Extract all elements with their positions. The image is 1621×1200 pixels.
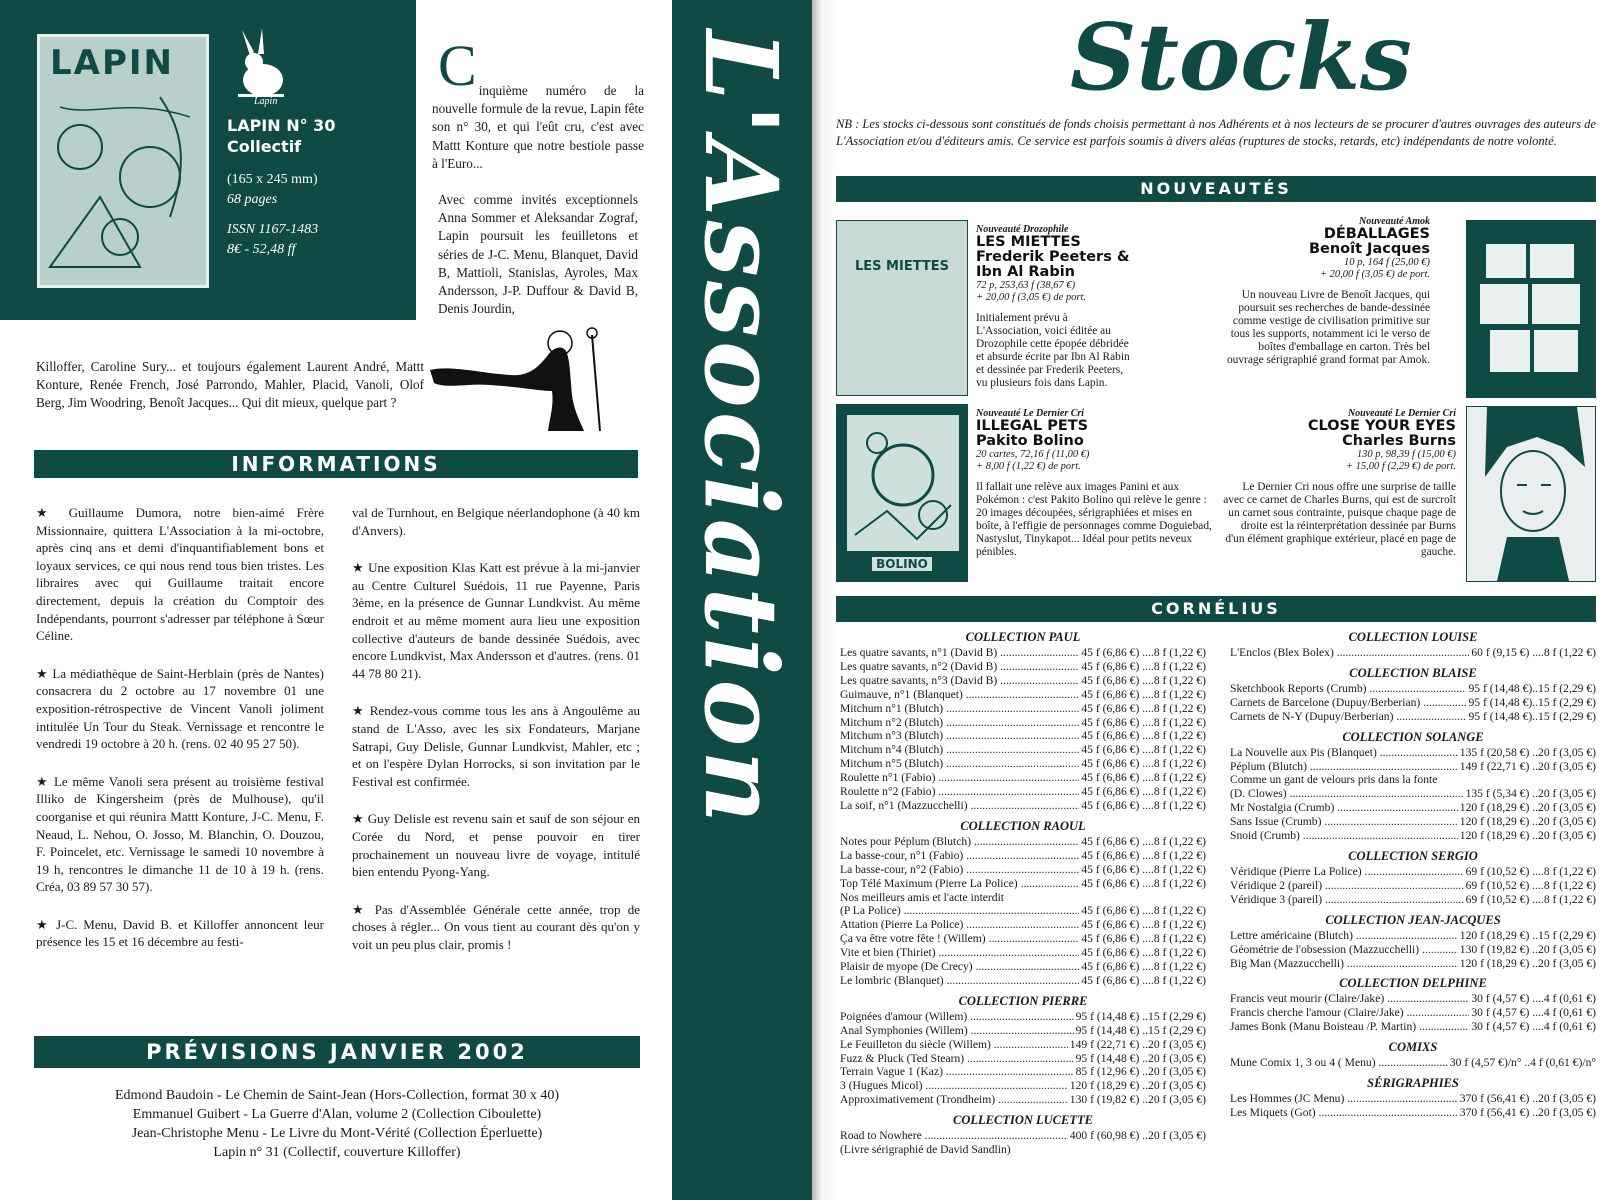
catalogue-row [840,716,1206,730]
catalogue-row [840,674,1206,688]
nouveaute-title: LES MIETTES [976,234,1081,250]
catalogue-row [1230,1056,1596,1070]
info-item: ★ Rendez-vous comme tous les ans à Angoulême au stand de L'Asso, avec les six Fondateurs, Marjane Satrapi, Guy Delisle, Gunnar Lundkvist, Mahler, etc ; et on l'espère Dylan Horrocks, si son invitation par le Festival est confirmée. [352,703,640,789]
nouveaute-description: Initialement prévu à L'Association, voici éditée au Drozophile cette épopée débridée et absurde écrite par Ibn Al Rabin et dessinée par Frederik Peeters, vu plusieurs fois dans Lapin. [976,312,1130,389]
catalogue-row [840,660,1206,674]
informations-left-column [36,504,324,961]
catalogue-title: Ça va être votre fête ! (Willem) ..... [840,932,1079,946]
catalogue-title: Mitchum n°5 (Blutch) ..... [840,757,1079,771]
nouveaute-description: Il fallait une relève aux images Panini et aux Pokémon : c'est Pakito Bolino qui relève le genre : 20 images découpées, sérigraphiées et mises en boîte, à l'effigie de personnages comme Doguiebad, Nastyslut, Tinykapot... Idéal pour petits neveux pénibles. [976,481,1212,558]
nouveaute-shipping: + 8,00 f (1,22 €) de port. [976,461,1081,472]
catalogue-row [1230,957,1596,971]
catalogue-row [1230,829,1596,843]
catalogue-title: Francis veut mourir (Claire/Jake) ..... [1230,992,1469,1006]
lapin-issn: ISSN 1167-1483 [227,222,319,237]
catalogue-row [840,835,1206,849]
catalogue-price: 95 f (14,48 €)..15 f (2,29 €) [1468,709,1596,723]
catalogue-price: 45 f (6,86 €) ....8 f (1,22 €) [1081,715,1206,729]
info-item: ★ J-C. Menu, David B. et Killoffer annoncent leur présence les 15 et 16 décembre au festi- [36,916,324,950]
catalogue-title: Poignées d'amour (Willem) ..... [840,1010,1074,1024]
catalogue-row [840,904,1206,918]
catalogue-price: 45 f (6,86 €) ....8 f (1,22 €) [1081,848,1206,862]
catalogue-title: Notes pour Péplum (Blutch) ..... [840,835,1079,849]
catalogue-price: 45 f (6,86 €) ....8 f (1,22 €) [1081,834,1206,848]
catalogue-row [840,646,1206,660]
catalogue-row [1230,929,1596,943]
informations-heading [34,450,638,478]
catalogue-price: 45 f (6,86 €) ....8 f (1,22 €) [1081,729,1206,743]
stocks-note: NB : Les stocks ci-dessous sont constitués de fonds choisis permettant à nos Adhérents et à nos lecteurs de se procurer d'autres ouvrages des auteurs de L'Association et/ou d'éditeurs amis. Ce service est parfois soumis à divers aléas (ruptures de stocks, retards, etc) indépendants de notre volonté. [836,117,1596,148]
collection-title: COLLECTION PIERRE [958,993,1088,1008]
catalogue-row [1230,893,1596,907]
left-page [0,0,672,1200]
catalogue-title: Nos meilleurs amis et l'acte interdit [840,890,1005,904]
nouveaute-title: DÉBALLAGES [1323,226,1430,242]
catalogue-title: Mitchum n°1 (Blutch) ..... [840,702,1079,716]
catalogue-price: 45 f (6,86 €) ....8 f (1,22 €) [1081,960,1206,974]
nouveaute-label: Nouveauté Amok [1358,216,1430,227]
catalogue-price: 45 f (6,86 €) ....8 f (1,22 €) [1081,973,1206,987]
nouveaute-deballages [1220,216,1430,367]
catalogue-title: James Bonk (Manu Boisteau /P. Martin) ..... [1230,1020,1469,1034]
catalogue-price: 45 f (6,86 €) ....8 f (1,22 €) [1081,876,1206,890]
cover-close-your-eyes [1466,406,1596,582]
catalogue-price: 95 f (14,48 €) ..20 f (3,05 €) [1075,1051,1206,1065]
intro-text [432,33,645,328]
nouveaute-price: 130 p, 98,39 f (15,00 €) [1356,449,1456,460]
nouveautes-grid [836,210,1596,588]
cover-les-miettes [836,220,968,396]
info-item: ★ La médiathèque de Saint-Herblain (près de Nantes) consacrera du 2 octobre au 17 novembre 01 une exposition-rétrospective de Vincent Vanoli joliment intitulée Un Tour du Steak. Vernissage et rencontre le vendredi 19 octobre à 20 h. (rens. 02 40 95 27 50). [36,665,324,752]
catalogue-price: 45 f (6,86 €) ....8 f (1,22 €) [1081,757,1206,771]
page-gutter [812,0,836,1200]
nouveaute-illegal-pets [976,408,1214,559]
info-item: ★ Guy Delisle est revenu sain et sauf de son séjour en Corée du Nord, et pense pouvoir en tirer prochainement un nouveau livre de voyage, intitulé bien entendu Pyong-Yang. [352,811,640,880]
catalogue-price: 45 f (6,86 €) ....8 f (1,22 €) [1081,646,1206,659]
catalogue-title: Roulette n°2 (Fabio) ..... [840,785,1079,799]
intro-paragraph-2: Avec comme invités exceptionnels Anna Sommer et Aleksandar Zograf, Lapin poursuit les feuilletons et séries de J-C. Menu, Blanquet, David B, Mattioli, Stanislas, Ayroles, Max Andersson, J-P. Duffour & David B, Denis Jourdin, [438,192,638,317]
catalogue-row [840,1010,1206,1024]
catalogue-price: 400 f (60,98 €) ..20 f (3,05 €) [1069,1129,1206,1143]
catalogue-title: Les Miquets (Got) ..... [1230,1106,1458,1120]
catalogue-title: 3 (Hugues Micol) ..... [840,1079,1068,1093]
collection-title: COMIXS [1388,1040,1438,1055]
catalogue-price: 370 f (56,41 €) ..20 f (3,05 €) [1459,1092,1596,1106]
catalogue-price: 85 f (12,96 €) ..20 f (3,05 €) [1075,1065,1206,1079]
prevision-line: Emmanuel Guibert - La Guerre d'Alan, volume 2 (Collection Ciboulette) [132,1107,542,1122]
lapin-price: 8€ - 52,48 ff [227,242,296,257]
collection-title: COLLECTION SOLANGE [1342,729,1484,744]
catalogue-price: 135 f (20,58 €) ..20 f (3,05 €) [1459,745,1596,759]
catalogue-price [1204,891,1206,905]
catalogue-row [840,849,1206,863]
intro-paragraph-3: Killoffer, Caroline Sury... et toujours également Laurent André, Mattt Konture, Renée French, José Parrondo, Mahler, Placid, Vanoli, Olof Berg, Jim Woodring, Benoît Jacques... Qui dit mieux, quelque part ? [36,359,424,411]
collection-title: COLLECTION RAOUL [960,818,1086,833]
cover-deballages [1466,220,1596,398]
catalogue-price: 45 f (6,86 €) ....8 f (1,22 €) [1081,785,1206,799]
catalogue-row [1230,696,1596,710]
nouveaute-label: Nouveauté Drozophile [976,224,1069,235]
catalogue-title: Roulette n°1 (Fabio) ..... [840,771,1079,785]
catalogue-price: 30 f (4,57 €) ....4 f (0,61 €) [1471,1006,1596,1020]
nouveaute-title: ILLEGAL PETS [976,418,1089,434]
close-your-eyes-illustration [1467,407,1595,581]
lapin-format: (165 x 245 mm) [227,172,318,187]
catalogue-row [840,799,1206,813]
catalogue-row [840,960,1206,974]
right-page [836,0,1621,1200]
catalogue-title: Big Man (Mazzucchelli) ..... [1230,957,1458,971]
nouveaute-author: Pakito Bolino [976,433,1084,449]
catalogue-row [840,702,1206,716]
catalogue-price: 95 f (14,48 €) ..15 f (2,29 €) [1075,1009,1206,1023]
catalogue-title: Le Feuilleton du siècle (Willem) ..... [840,1038,1068,1052]
catalogue-price: 30 f (4,57 €)/n° ..4 f (0,61 €)/n° [1449,1056,1596,1070]
catalogue-price: 60 f (9,15 €) ....8 f (1,22 €) [1471,646,1596,659]
catalogue-row [840,1038,1206,1052]
catalogue-price: 130 f (19,82 €) ..20 f (3,05 €) [1459,942,1596,956]
catalogue-row [840,785,1206,799]
cover-illegal-pets [836,404,968,582]
catalogue-price: 45 f (6,86 €) ....8 f (1,22 €) [1081,932,1206,946]
catalogue-title: Le lombric (Blanquet) ..... [840,974,1079,988]
lapin-block [0,0,416,320]
catalogue-row [1230,801,1596,815]
catalogue-title: La soif, n°1 (Mazzucchelli) ..... [840,799,1079,813]
catalogue-price: 45 f (6,86 €) ....8 f (1,22 €) [1081,659,1206,673]
catalogue-price: 45 f (6,86 €) ....8 f (1,22 €) [1081,673,1206,687]
catalogue-row [1230,646,1596,660]
catalogue-row [840,1065,1206,1079]
catalogue-price: 30 f (4,57 €) ....4 f (0,61 €) [1471,992,1596,1006]
catalogue-title: (Livre sérigraphié de David Sandlin) [840,1143,1011,1157]
lapin-logo-caption: Lapin [254,96,278,107]
nouveaute-shipping: + 20,00 f (3,05 €) de port. [976,292,1087,303]
catalogue-price: 95 f (14,48 €) ..15 f (2,29 €) [1075,1023,1206,1037]
catalogue-price: 95 f (14,48 €)..15 f (2,29 €) [1468,681,1596,695]
informations-right-column [352,504,640,963]
catalogue-title: Véridique 3 (pareil) ..... [1230,893,1464,907]
catalogue-title: La basse-cour, n°2 (Fabio) ..... [840,863,1079,877]
catalogue-title: Guimauve, n°1 (Blanquet) ..... [840,688,1079,702]
catalogue-row [1230,682,1596,696]
catalogue-title: (P La Police) ..... [840,904,1079,918]
spine-band [672,0,812,1200]
catalogue-price: 135 f (5,34 €) ..20 f (3,05 €) [1465,787,1596,801]
catalogue-title: Terrain Vague 1 (Kaz) ..... [840,1065,1074,1079]
info-item: ★ Pas d'Assemblée Générale cette année, trop de choses à régler... On vous tient au courant dès qu'on y voit un peu plus clair, promis ! [352,901,640,952]
catalogue-row [840,974,1206,988]
nouveaute-price: 20 cartes, 72,16 f (11,00 €) [976,449,1090,460]
catalogue-title: Top Télé Maximum (Pierre La Police) ..... [840,877,1079,891]
collection-title: COLLECTION PAUL [965,630,1081,644]
catalogue-price: 120 f (18,29 €) ..20 f (3,05 €) [1459,815,1596,829]
collection-title: SÉRIGRAPHIES [1367,1076,1459,1091]
info-item: ★ Le même Vanoli sera présent au troisième festival Illiko de Kingersheim (près de Mulhouse), qu'il coorganise et qui réunira Mattt Konture, J-C. Menu, F. Neaud, L. Nehou, O. Josso, M. Blanchin, O. Douzou, F. Poincelet, etc. Vernissage le samedi 10 novembre à 19 h, rencontres le dimanche 11 de 10 à 19 h. (rens. Créa, 03 89 57 30 57). [36,773,324,895]
catalogue-row [1230,865,1596,879]
catalogue-title: Les quatre savants, n°3 (David B) ..... [840,674,1079,688]
lapin-cover [37,34,209,288]
catalogue-price: 45 f (6,86 €) ....8 f (1,22 €) [1081,918,1206,932]
catalogue-title: Approximativement (Trondheim) ..... [840,1093,1068,1107]
catalogue-title: Mune Comix 1, 3 ou 4 ( Menu) ..... [1230,1056,1448,1070]
collection-title: COLLECTION BLAISE [1349,665,1477,680]
collection-title: COLLECTION SERGIO [1348,848,1478,863]
nouveaute-description: Le Dernier Cri nous offre une surprise de taille avec ce carnet de Charles Burns, qui est de surcroît un carnet sous contrainte, puisque chaque page de droite est la réinterprétation dessinée par Burns d'un élément graphique extérieur, placé en page de gauche. [1223,481,1456,558]
catalogue-title: Francis cherche l'amour (Claire/Jake) ..... [1230,1006,1469,1020]
catalogue-price: 45 f (6,86 €) ....8 f (1,22 €) [1081,946,1206,960]
catalogue-title: Les Hommes (JC Menu) ..... [1230,1092,1458,1106]
catalogue-title: Carnets de Barcelone (Dupuy/Berberian) ..... [1230,696,1466,710]
catalogue-title: Péplum (Blutch) ..... [1230,760,1458,774]
spine-title: L'Association [682,30,800,828]
cornelius-heading [836,596,1596,622]
catalogue-row [840,688,1206,702]
nouveaute-close-your-eyes [1220,408,1456,559]
nouveaute-price: 10 p, 164 f (25,00 €) [1343,257,1430,268]
previsions-list [34,1086,640,1162]
nouveaute-title: CLOSE YOUR EYES [1307,418,1456,434]
catalogue-title: Plaisir de myope (De Crecy) ..... [840,960,1079,974]
catalogue-price: 370 f (56,41 €) ..20 f (3,05 €) [1459,1105,1596,1119]
lapin-subtitle: Collectif [227,137,302,156]
catalogue-title: Anal Symphonies (Willem) ..... [840,1024,1074,1038]
catalogue-row [1230,1106,1596,1120]
catalogue-price: 120 f (18,29 €) ..20 f (3,05 €) [1459,829,1596,843]
catalogue-title: Lettre américaine (Blutch) ..... [1230,929,1458,943]
catalogue-title: Mr Nostalgia (Crumb) ..... [1230,801,1458,815]
nouveaute-shipping: + 20,00 f (3,05 €) de port. [1319,269,1430,280]
catalogue-row [840,1024,1206,1038]
catalogue-title: La basse-cour, n°1 (Fabio) ..... [840,849,1079,863]
cornelius-right-column [1230,624,1596,1120]
catalogue-price: 120 f (18,29 €) ..15 f (2,29 €) [1459,928,1596,942]
catalogue-title: Mitchum n°4 (Blutch) ..... [840,743,1079,757]
catalogue-price [1594,773,1596,787]
cornelius-left-column [840,624,1206,1157]
catalogue-row [1230,1006,1596,1020]
catalogue-price: 45 f (6,86 €) ....8 f (1,22 €) [1081,798,1206,812]
nouveautes-heading-text: NOUVEAUTÉS [1140,179,1292,198]
collection-title: COLLECTION DELPHINE [1339,976,1487,991]
catalogue-price: 95 f (14,48 €)..15 f (2,29 €) [1468,695,1596,709]
catalogue-price: 149 f (22,71 €) ..20 f (3,05 €) [1459,759,1596,773]
catalogue-title: Comme un gant de velours pris dans la fonte [1230,773,1438,787]
catalogue-title: Attation (Pierre La Police) ..... [840,918,1079,932]
info-item: ★ Une exposition Klas Katt est prévue à la mi-janvier au Centre Culturel Suédois, 11 rue Payenne, Paris 3ème, en la présence de Gunnar Lundkvist. Au même endroit et au même moment aura lieu une exposition collective d'auteurs de bande dessinée Suédois, avec encore Lundkvist, Max Andersson et d'autres. (rens. 01 44 78 80 21). [352,560,640,681]
illegal-pets-illustration [847,415,959,551]
catalogue-row [840,946,1206,960]
prevision-line: Jean-Christophe Menu - Le Livre du Mont-Vérité (Collection Éperluette) [131,1126,543,1141]
catalogue-price [1204,1143,1206,1157]
nouveaute-author: Benoît Jacques [1308,241,1430,257]
catalogue-title: Les quatre savants, n°1 (David B) ..... [840,646,1079,660]
catalogue-row [840,757,1206,771]
previsions-heading [34,1036,640,1068]
catalogue-row [840,918,1206,932]
catalogue-price: 45 f (6,86 €) ....8 f (1,22 €) [1081,862,1206,876]
catalogue-title: Vite et bien (Thiriet) ..... [840,946,1079,960]
catalogue-title: Mitchum n°3 (Blutch) ..... [840,729,1079,743]
nouveaute-shipping: + 15,00 f (2,29 €) de port. [1345,461,1456,472]
catalogue-price: 45 f (6,86 €) ....8 f (1,22 €) [1081,904,1206,918]
catalogue-price: 45 f (6,86 €) ....8 f (1,22 €) [1081,771,1206,785]
lapin-title: LAPIN N° 30 [227,116,336,135]
catalogue-row [1230,710,1596,724]
catalogue-row [1230,943,1596,957]
catalogue-row [840,863,1206,877]
catalogue-row [840,1143,1206,1157]
catalogue-price: 120 f (18,29 €) ..20 f (3,05 €) [1459,801,1596,815]
prevision-line: Lapin n° 31 (Collectif, couverture Killoffer) [213,1145,461,1160]
collection-title: COLLECTION LUCETTE [953,1113,1093,1128]
deballages-illustration [1476,234,1586,384]
catalogue-row [840,1079,1206,1093]
nouveaute-author: Charles Burns [1342,433,1456,449]
catalogue-price: 45 f (6,86 €) ....8 f (1,22 €) [1081,701,1206,715]
cornelius-heading-text: CORNÉLIUS [1151,599,1281,618]
catalogue-title: (D. Clowes) ..... [1230,787,1464,801]
catalogue-title: Véridique (Pierre La Police) ..... [1230,865,1464,879]
catalogue-row [1230,787,1596,801]
catalogue-row [840,877,1206,891]
intro-dropcap: C [438,33,477,98]
catalogue-row [1230,773,1596,787]
catalogue-title: Fuzz & Pluck (Ted Stearn) ..... [840,1052,1074,1066]
nouveaute-description: Un nouveau Livre de Benoît Jacques, qui poursuit ses recherches de bande-dessinée comme vestige de civilisation primitive sur tous les supports, notamment ici le verso de boîtes d'emballage en carton. Très bel ouvrage sérigraphié grand format par Amok. [1226,289,1430,366]
catalogue-row [840,1129,1206,1143]
catalogue-row [840,1052,1206,1066]
catalogue-price: 120 f (18,29 €) ..20 f (3,05 €) [1459,956,1596,970]
catalogue-row [1230,746,1596,760]
prevision-line: Edmond Baudoin - Le Chemin de Saint-Jean (Hors-Collection, format 30 x 40) [114,1088,560,1103]
catalogue-title: L'Enclos (Blex Bolex) ..... [1230,646,1469,660]
lapin-cover-title: LAPIN [50,43,175,83]
nouveaute-label: Nouveauté Le Dernier Cri [1347,408,1456,419]
catalogue-row [840,743,1206,757]
catalogue-title: La Nouvelle aux Pis (Blanquet) ..... [1230,746,1458,760]
catalogue-row [840,932,1206,946]
catalogue-row [840,729,1206,743]
catalogue-price: 149 f (22,71 €) ..20 f (3,05 €) [1069,1037,1206,1051]
catalogue-title: Road to Nowhere ..... [840,1129,1068,1143]
previsions-heading-text: PRÉVISIONS JANVIER 2002 [146,1040,528,1064]
catalogue-row [1230,992,1596,1006]
catalogue-price: 69 f (10,52 €) ....8 f (1,22 €) [1465,892,1596,906]
catalogue-row [840,891,1206,905]
nouveaute-label: Nouveauté Le Dernier Cri [976,408,1085,419]
nouveaute-price: 72 p, 253,63 f (38,67 €) [976,280,1076,291]
catalogue-price: 120 f (18,29 €) ..20 f (3,05 €) [1069,1079,1206,1093]
catalogue-title: Véridique 2 (pareil) ..... [1230,879,1464,893]
collection-title: COLLECTION JEAN-JACQUES [1325,912,1501,927]
cover-les-miettes-text: LES MIETTES [855,259,949,274]
info-item: val de Turnhout, en Belgique néerlandophone (à 40 km d'Anvers). [352,505,640,538]
catalogue-row [1230,1092,1596,1106]
catalogue-price: 69 f (10,52 €) ....8 f (1,22 €) [1465,864,1596,878]
cover-illegal-pets-text: BOLINO [872,557,932,571]
catalogue-title: Sketchbook Reports (Crumb) ..... [1230,682,1466,696]
catalogue-title: Mitchum n°2 (Blutch) ..... [840,716,1079,730]
catalogue-price: 45 f (6,86 €) ....8 f (1,22 €) [1081,687,1206,701]
catalogue-row [1230,879,1596,893]
catalogue-price: 69 f (10,52 €) ....8 f (1,22 €) [1465,878,1596,892]
intro-paragraph-1: inquième numéro de la nouvelle formule de la revue, Lapin fête son n° 30, et qui l'eût cru, c'est avec Mattt Konture que notre bestiole passe à l'Euro... [432,83,645,171]
stocks-title: Stocks [1070,3,1412,111]
catalogue-row [1230,760,1596,774]
catalogue-title: Sans Issue (Crumb) ..... [1230,815,1458,829]
catalogue-price: 30 f (4,57 €) ....4 f (0,61 €) [1471,1020,1596,1034]
nouveautes-heading [836,176,1596,202]
collection-title: COLLECTION LOUISE [1348,630,1478,644]
catalogue-row [1230,1020,1596,1034]
informations-heading-text: INFORMATIONS [231,452,441,476]
catalogue-row [840,771,1206,785]
catalogue-title: Les quatre savants, n°2 (David B) ..... [840,660,1079,674]
reaching-figure-illustration [430,325,640,435]
catalogue-price: 45 f (6,86 €) ....8 f (1,22 €) [1081,743,1206,757]
catalogue-title: Carnets de N-Y (Dupuy/Berberian) ..... [1230,710,1466,724]
catalogue-row [1230,815,1596,829]
catalogue-price: 130 f (19,82 €) ..20 f (3,05 €) [1069,1093,1206,1107]
nouveaute-author: Frederik Peeters & Ibn Al Rabin [976,249,1130,280]
lapin-pages: 68 pages [227,192,278,207]
info-item: ★ Guillaume Dumora, notre bien-aimé Frère Missionnaire, quittera L'Association à la mi-octobre, après cinq ans et demi d'inquantifiablement bons et loyaux services, ce qui nous rend tous bien tristes. Les libraires avec qui Guillaume traitait encore directement, depuis la création du Comptoir des Indépendants, pourront s'adresser par téléphone à Sœur Céline. [36,505,324,644]
catalogue-row [840,1093,1206,1107]
catalogue-title: Snoid (Crumb) ..... [1230,829,1458,843]
catalogue-title: Géométrie de l'obsession (Mazzucchelli) ..... [1230,943,1458,957]
nouveaute-les-miettes [976,224,1136,390]
